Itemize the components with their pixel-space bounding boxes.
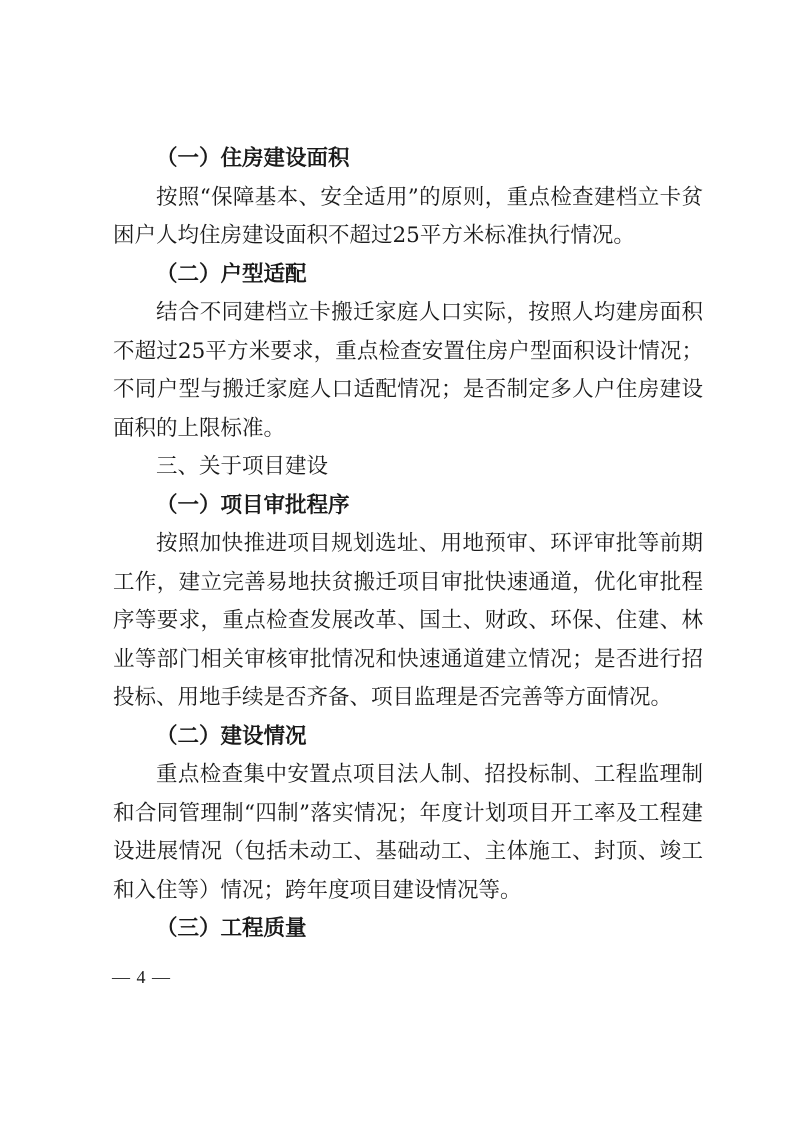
document-body xyxy=(113,140,703,949)
paragraph-line: 投标、用地手续是否齐备、项目监理是否完善等方面情况。 xyxy=(113,685,673,710)
heading-engineering-quality: （三）工程质量 xyxy=(156,916,307,941)
paragraph-line: 重点检查集中安置点项目法人制、招投标制、工程监理制 xyxy=(156,762,703,787)
paragraph-line: 按照加快推进项目规划选址、用地预审、环评审批等前期 xyxy=(156,531,703,556)
page-number: — 4 — xyxy=(112,967,171,987)
paragraph-line: 序等要求，重点检查发展改革、国土、财政、环保、住建、林 xyxy=(113,608,703,633)
paragraph-line: 设进展情况（包括未动工、基础动工、主体施工、封顶、竣工 xyxy=(113,839,703,864)
paragraph-line: 困户人均住房建设面积不超过25平方米标准执行情况。 xyxy=(113,223,635,248)
paragraph-line: 业等部门相关审核审批情况和快速通道建立情况；是否进行招 xyxy=(113,646,703,672)
paragraph-line: 不同户型与搬迁家庭人口适配情况；是否制定多人户住房建设 xyxy=(113,377,703,402)
paragraph-line: 工作，建立完善易地扶贫搬迁项目审批快速通道，优化审批程 xyxy=(113,569,703,595)
heading-unit-type: （二）户型适配 xyxy=(156,261,307,287)
paragraph-line: 和入住等）情况；跨年度项目建设情况等。 xyxy=(113,877,522,903)
paragraph-line: 不超过25平方米要求，重点检查安置住房户型面积设计情况； xyxy=(113,338,703,364)
section-project-construction: 三、关于项目建设 xyxy=(156,454,329,479)
heading-construction-status: （二）建设情况 xyxy=(156,723,307,749)
paragraph-line: 面积的上限标准。 xyxy=(113,415,286,441)
heading-housing-area: （一）住房建设面积 xyxy=(156,146,350,171)
heading-approval-procedure: （一）项目审批程序 xyxy=(156,492,350,518)
paragraph-line: 结合不同建档立卡搬迁家庭人口实际，按照人均建房面积 xyxy=(156,300,703,325)
paragraph-line: 按照“保障基本、安全适用”的原则，重点检查建档立卡贫 xyxy=(156,184,703,210)
paragraph-line: 和合同管理制“四制”落实情况；年度计划项目开工率及工程建 xyxy=(113,800,703,826)
